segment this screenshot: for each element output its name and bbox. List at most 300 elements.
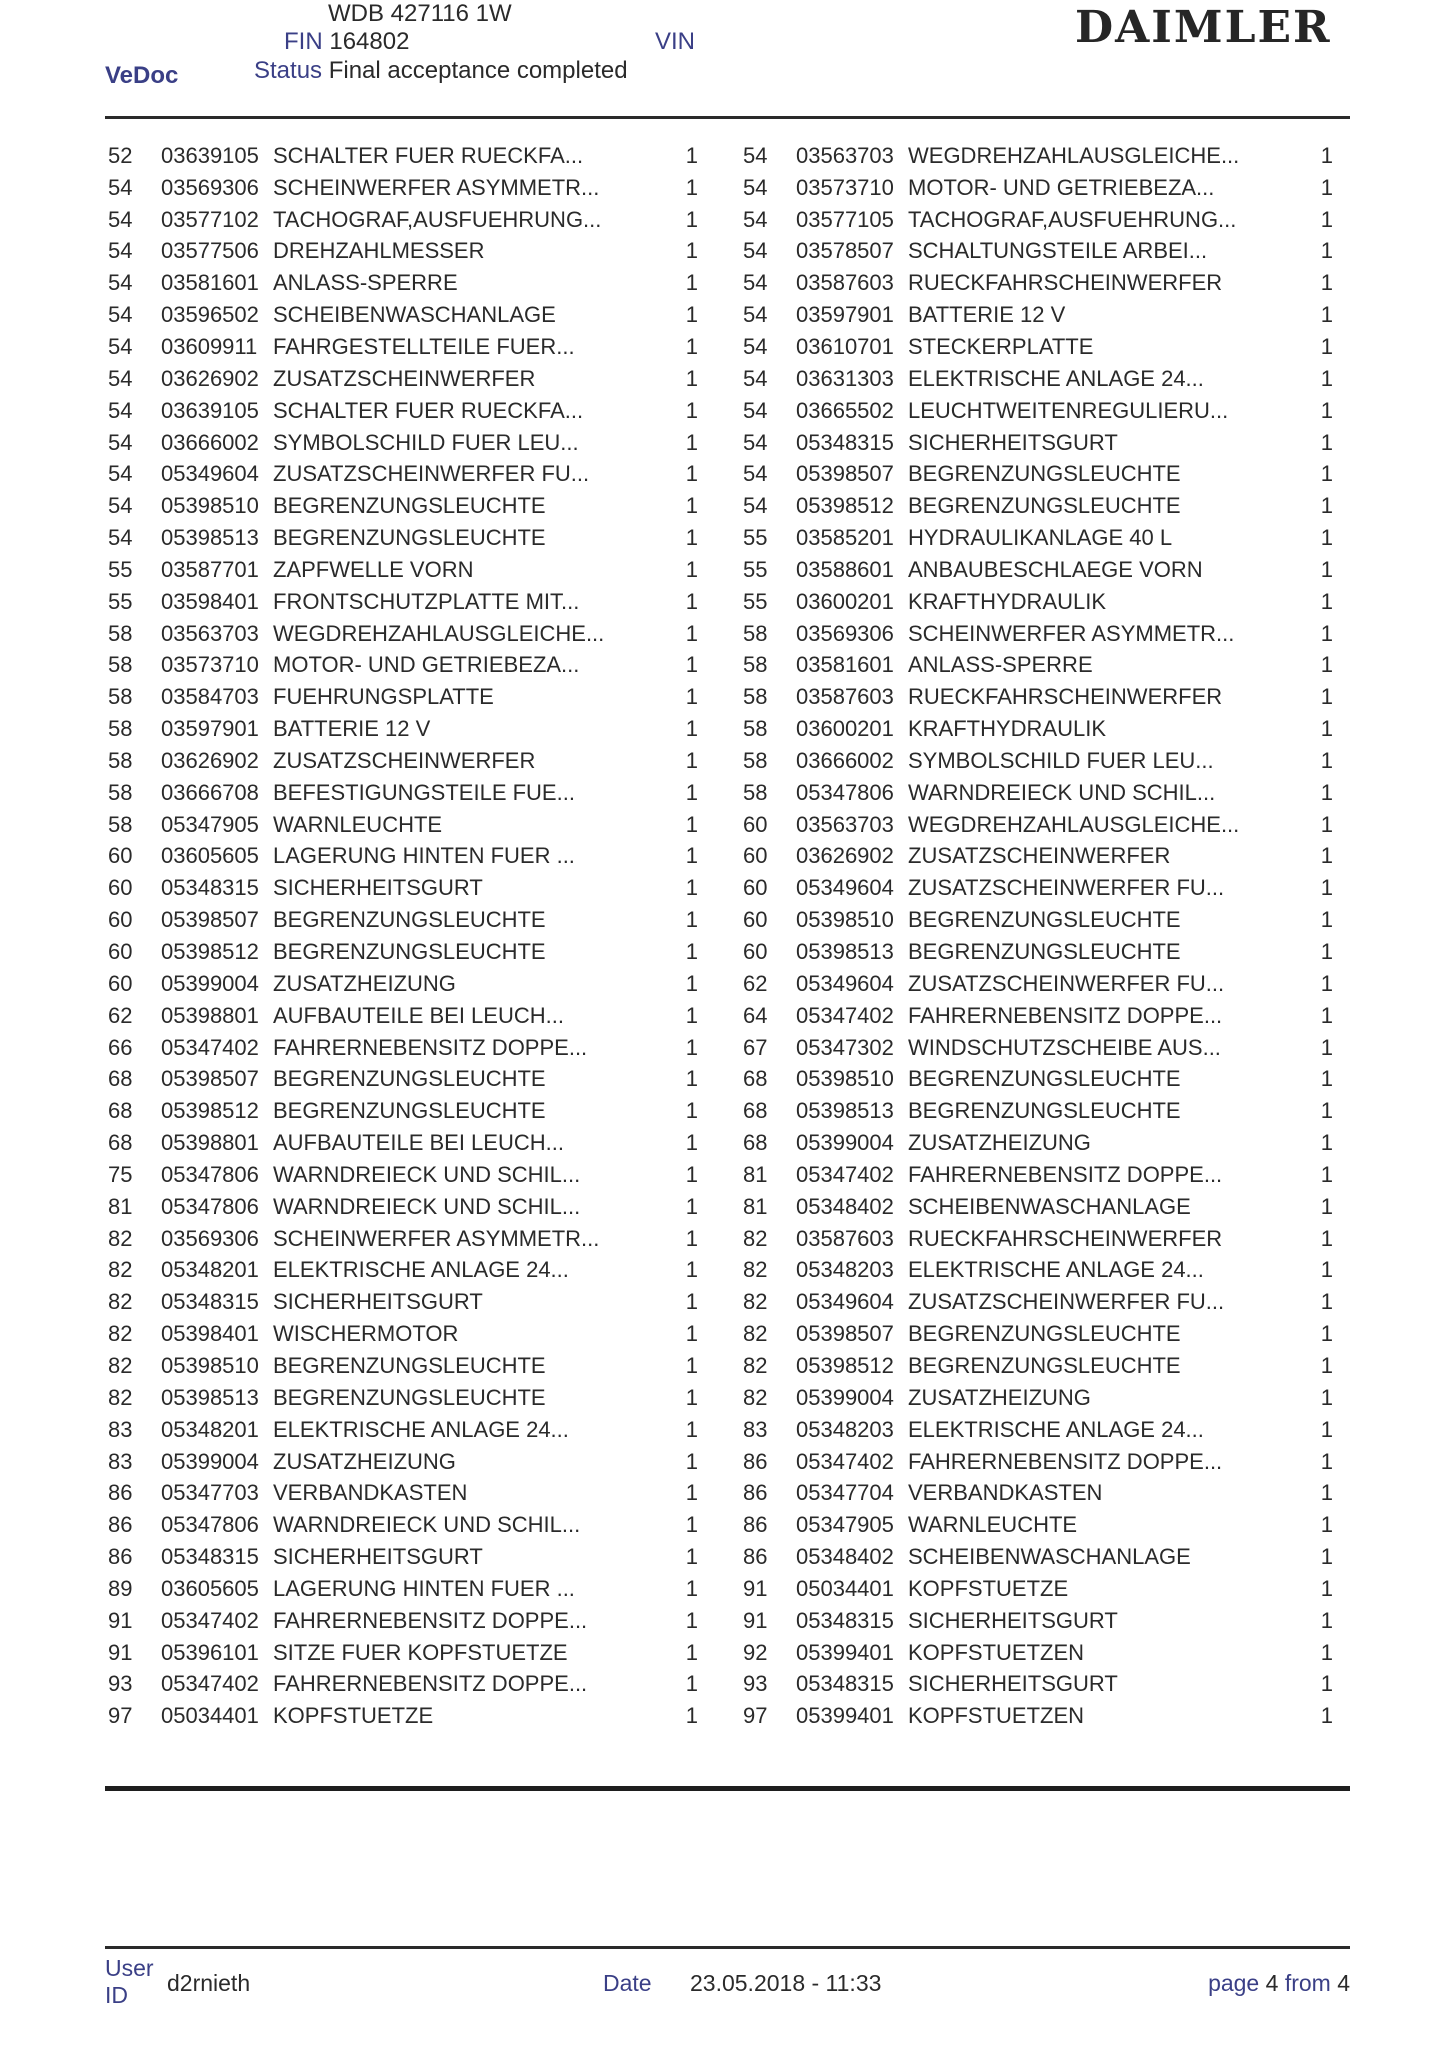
part-number: 05396101 xyxy=(161,1639,259,1665)
part-description: WEGDREHZAHLAUSGLEICHE... xyxy=(908,811,1240,837)
part-description: SCHALTUNGSTEILE ARBEI... xyxy=(908,238,1208,264)
position-number: 54 xyxy=(743,270,768,296)
part-description: SICHERHEITSGURT xyxy=(273,1544,483,1570)
quantity: 1 xyxy=(1320,1002,1333,1028)
quantity: 1 xyxy=(685,939,698,965)
position-number: 58 xyxy=(743,716,768,742)
position-number: 82 xyxy=(743,1321,768,1347)
quantity: 1 xyxy=(685,1321,698,1347)
part-number: 05348203 xyxy=(796,1257,894,1283)
part-description: ELEKTRISCHE ANLAGE 24... xyxy=(273,1416,569,1442)
quantity: 1 xyxy=(1320,1416,1333,1442)
part-row xyxy=(743,1318,1363,1350)
part-row xyxy=(743,904,1363,936)
position-number: 60 xyxy=(108,970,133,996)
part-number: 05398507 xyxy=(796,461,894,487)
position-number: 83 xyxy=(743,1416,768,1442)
quantity: 1 xyxy=(1320,1321,1333,1347)
part-row xyxy=(108,1350,728,1382)
part-number: 03585201 xyxy=(796,525,894,551)
part-description: BEGRENZUNGSLEUCHTE xyxy=(908,907,1181,933)
position-number: 86 xyxy=(108,1544,133,1570)
content-divider xyxy=(105,1786,1350,1791)
part-row xyxy=(743,427,1363,459)
header-divider xyxy=(105,116,1350,119)
position-number: 62 xyxy=(108,1002,133,1028)
part-row xyxy=(743,522,1363,554)
position-number: 75 xyxy=(108,1161,133,1187)
part-description: FAHRERNEBENSITZ DOPPE... xyxy=(273,1034,588,1060)
quantity: 1 xyxy=(1320,716,1333,742)
part-number: 05348402 xyxy=(796,1193,894,1219)
part-description: SCHEINWERFER ASYMMETR... xyxy=(273,1225,600,1251)
part-row xyxy=(108,1414,728,1446)
part-row xyxy=(743,1700,1363,1732)
quantity: 1 xyxy=(685,1703,698,1729)
part-number: 05398507 xyxy=(161,1066,259,1092)
part-row xyxy=(108,1509,728,1541)
part-description: KOPFSTUETZEN xyxy=(908,1703,1085,1729)
part-row xyxy=(108,140,728,172)
part-description: SICHERHEITSGURT xyxy=(273,875,483,901)
part-row xyxy=(108,204,728,236)
date-value: 23.05.2018 - 11:33 xyxy=(690,1970,882,1996)
position-number: 55 xyxy=(743,588,768,614)
part-row xyxy=(108,1382,728,1414)
position-number: 86 xyxy=(743,1512,768,1538)
position-number: 58 xyxy=(743,620,768,646)
part-number: 05399004 xyxy=(161,1448,259,1474)
quantity: 1 xyxy=(685,652,698,678)
part-number: 05398510 xyxy=(796,1066,894,1092)
part-description: BEGRENZUNGSLEUCHTE xyxy=(273,1352,546,1378)
part-description: MOTOR- UND GETRIEBEZA... xyxy=(908,174,1215,200)
position-number: 55 xyxy=(743,525,768,551)
quantity: 1 xyxy=(1320,620,1333,646)
part-number: 05349604 xyxy=(796,970,894,996)
part-row xyxy=(108,1063,728,1095)
part-row xyxy=(743,586,1363,618)
user-label-line2: ID xyxy=(105,1982,128,2008)
quantity: 1 xyxy=(685,907,698,933)
part-number: 03563703 xyxy=(796,142,894,168)
part-description: BEGRENZUNGSLEUCHTE xyxy=(908,493,1181,519)
part-row xyxy=(743,1446,1363,1478)
part-row xyxy=(743,490,1363,522)
part-description: ELEKTRISCHE ANLAGE 24... xyxy=(908,365,1204,391)
position-number: 54 xyxy=(108,206,133,232)
part-row xyxy=(108,968,728,1000)
part-row xyxy=(743,1223,1363,1255)
part-number: 05398513 xyxy=(161,1384,259,1410)
position-number: 55 xyxy=(108,556,133,582)
position-number: 92 xyxy=(743,1639,768,1665)
part-number: 03587603 xyxy=(796,1225,894,1251)
part-description: RUECKFAHRSCHEINWERFER xyxy=(908,270,1223,296)
part-number: 05399004 xyxy=(796,1130,894,1156)
part-description: WINDSCHUTZSCHEIBE AUS... xyxy=(908,1034,1221,1060)
quantity: 1 xyxy=(685,365,698,391)
part-description: SCHEIBENWASCHANLAGE xyxy=(908,1193,1191,1219)
part-row xyxy=(743,1350,1363,1382)
part-description: SCHEIBENWASCHANLAGE xyxy=(273,302,556,328)
part-description: ANBAUBESCHLAEGE VORN xyxy=(908,556,1203,582)
part-number: 03578507 xyxy=(796,238,894,264)
part-row xyxy=(743,777,1363,809)
position-number: 67 xyxy=(743,1034,768,1060)
quantity: 1 xyxy=(685,1193,698,1219)
quantity: 1 xyxy=(1320,1480,1333,1506)
quantity: 1 xyxy=(685,843,698,869)
user-id-label xyxy=(105,1955,154,2009)
vehicle-model: WDB 427116 1W xyxy=(328,0,512,27)
part-number: 03569306 xyxy=(796,620,894,646)
part-description: SICHERHEITSGURT xyxy=(908,1671,1118,1697)
part-description: WARNDREIECK UND SCHIL... xyxy=(273,1512,581,1538)
part-description: SCHALTER FUER RUECKFA... xyxy=(273,397,584,423)
part-description: SITZE FUER KOPFSTUETZE xyxy=(273,1639,568,1665)
position-number: 55 xyxy=(108,588,133,614)
position-number: 97 xyxy=(743,1703,768,1729)
position-number: 58 xyxy=(108,620,133,646)
part-row xyxy=(743,1573,1363,1605)
part-row xyxy=(743,363,1363,395)
part-description: BEGRENZUNGSLEUCHTE xyxy=(908,939,1181,965)
part-row xyxy=(743,681,1363,713)
part-row xyxy=(743,713,1363,745)
part-row xyxy=(108,1477,728,1509)
position-number: 82 xyxy=(743,1352,768,1378)
quantity: 1 xyxy=(1320,365,1333,391)
part-row xyxy=(108,1700,728,1732)
part-row xyxy=(743,809,1363,841)
part-description: FAHRGESTELLTEILE FUER... xyxy=(273,333,575,359)
part-number: 05349604 xyxy=(161,461,259,487)
part-number: 03577506 xyxy=(161,238,259,264)
part-description: ZUSATZHEIZUNG xyxy=(273,1448,456,1474)
quantity: 1 xyxy=(685,1671,698,1697)
quantity: 1 xyxy=(1320,1225,1333,1251)
part-number: 05348315 xyxy=(161,875,259,901)
part-description: WARNDREIECK UND SCHIL... xyxy=(273,1193,581,1219)
part-row xyxy=(108,395,728,427)
part-row xyxy=(108,681,728,713)
quantity: 1 xyxy=(1320,397,1333,423)
part-number: 05348315 xyxy=(796,1607,894,1633)
part-row xyxy=(108,586,728,618)
part-number: 03665502 xyxy=(796,397,894,423)
part-number: 03584703 xyxy=(161,684,259,710)
part-row xyxy=(108,809,728,841)
page-from-label: from xyxy=(1284,1970,1331,1996)
part-row xyxy=(743,204,1363,236)
part-row xyxy=(743,236,1363,268)
quantity: 1 xyxy=(1320,652,1333,678)
part-number: 03639105 xyxy=(161,397,259,423)
part-row xyxy=(108,841,728,873)
quantity: 1 xyxy=(1320,1098,1333,1124)
part-row xyxy=(108,1127,728,1159)
position-number: 86 xyxy=(743,1544,768,1570)
part-number: 05398510 xyxy=(796,907,894,933)
part-number: 05348402 xyxy=(796,1544,894,1570)
quantity: 1 xyxy=(685,397,698,423)
part-description: SCHEINWERFER ASYMMETR... xyxy=(273,174,600,200)
part-number: 05347402 xyxy=(796,1002,894,1028)
app-name: VeDoc xyxy=(105,62,179,89)
part-number: 03577105 xyxy=(796,206,894,232)
quantity: 1 xyxy=(685,1575,698,1601)
quantity: 1 xyxy=(685,1607,698,1633)
position-number: 93 xyxy=(743,1671,768,1697)
quantity: 1 xyxy=(1320,1544,1333,1570)
position-number: 91 xyxy=(108,1607,133,1633)
quantity: 1 xyxy=(1320,1066,1333,1092)
part-number: 05348201 xyxy=(161,1416,259,1442)
user-label-line1: User xyxy=(105,1955,154,1981)
part-row xyxy=(108,1446,728,1478)
part-number: 05398801 xyxy=(161,1002,259,1028)
part-row xyxy=(108,1605,728,1637)
quantity: 1 xyxy=(685,493,698,519)
position-number: 60 xyxy=(108,939,133,965)
position-number: 86 xyxy=(743,1480,768,1506)
part-row xyxy=(743,172,1363,204)
page-current: 4 xyxy=(1265,1970,1279,1996)
part-row xyxy=(743,458,1363,490)
part-description: BEGRENZUNGSLEUCHTE xyxy=(273,1098,546,1124)
part-row xyxy=(108,1637,728,1669)
position-number: 68 xyxy=(108,1098,133,1124)
position-number: 54 xyxy=(743,429,768,455)
part-description: ZAPFWELLE VORN xyxy=(273,556,474,582)
part-number: 03631303 xyxy=(796,365,894,391)
part-row xyxy=(743,1095,1363,1127)
part-description: BEGRENZUNGSLEUCHTE xyxy=(273,1066,546,1092)
part-description: FAHRERNEBENSITZ DOPPE... xyxy=(273,1671,588,1697)
part-description: BEGRENZUNGSLEUCHTE xyxy=(273,939,546,965)
part-number: 05347402 xyxy=(161,1607,259,1633)
part-number: 05398513 xyxy=(796,1098,894,1124)
part-number: 03563703 xyxy=(161,620,259,646)
position-number: 86 xyxy=(743,1448,768,1474)
part-number: 05347704 xyxy=(796,1480,894,1506)
part-description: FAHRERNEBENSITZ DOPPE... xyxy=(908,1161,1223,1187)
part-description: LAGERUNG HINTEN FUER ... xyxy=(273,1575,575,1601)
part-number: 03626902 xyxy=(161,365,259,391)
position-number: 91 xyxy=(743,1607,768,1633)
part-row xyxy=(743,968,1363,1000)
status-value: Final acceptance completed xyxy=(328,57,628,84)
quantity: 1 xyxy=(685,461,698,487)
part-row xyxy=(108,267,728,299)
part-description: ZUSATZSCHEINWERFER xyxy=(273,365,536,391)
quantity: 1 xyxy=(685,1639,698,1665)
quantity: 1 xyxy=(685,1257,698,1283)
quantity: 1 xyxy=(1320,206,1333,232)
part-number: 05034401 xyxy=(796,1575,894,1601)
parts-list-left xyxy=(108,140,728,1732)
part-number: 05034401 xyxy=(161,1703,259,1729)
part-number: 03563703 xyxy=(796,811,894,837)
part-description: ZUSATZSCHEINWERFER xyxy=(273,747,536,773)
part-description: VERBANDKASTEN xyxy=(273,1480,468,1506)
part-description: LAGERUNG HINTEN FUER ... xyxy=(273,843,575,869)
quantity: 1 xyxy=(685,1225,698,1251)
position-number: 82 xyxy=(108,1225,133,1251)
quantity: 1 xyxy=(685,1384,698,1410)
quantity: 1 xyxy=(685,525,698,551)
part-row xyxy=(743,1669,1363,1701)
part-description: SCHEINWERFER ASYMMETR... xyxy=(908,620,1235,646)
part-row xyxy=(743,267,1363,299)
position-number: 60 xyxy=(743,907,768,933)
part-number: 05348203 xyxy=(796,1416,894,1442)
part-description: SCHALTER FUER RUECKFA... xyxy=(273,142,584,168)
quantity: 1 xyxy=(1320,1161,1333,1187)
status-label: Status xyxy=(254,57,323,84)
quantity: 1 xyxy=(1320,779,1333,805)
part-description: AUFBAUTEILE BEI LEUCH... xyxy=(273,1130,564,1156)
part-number: 03597901 xyxy=(161,716,259,742)
part-row xyxy=(108,650,728,682)
position-number: 54 xyxy=(108,493,133,519)
quantity: 1 xyxy=(1320,493,1333,519)
position-number: 82 xyxy=(743,1257,768,1283)
quantity: 1 xyxy=(685,1352,698,1378)
quantity: 1 xyxy=(1320,142,1333,168)
part-description: KOPFSTUETZE xyxy=(273,1703,434,1729)
part-row xyxy=(743,650,1363,682)
part-row xyxy=(108,713,728,745)
part-number: 05348201 xyxy=(161,1257,259,1283)
quantity: 1 xyxy=(1320,875,1333,901)
part-number: 03666708 xyxy=(161,779,259,805)
quantity: 1 xyxy=(1320,1130,1333,1156)
quantity: 1 xyxy=(685,142,698,168)
part-number: 05347402 xyxy=(796,1448,894,1474)
part-row xyxy=(108,331,728,363)
quantity: 1 xyxy=(1320,1639,1333,1665)
part-number: 05347302 xyxy=(796,1034,894,1060)
position-number: 54 xyxy=(108,174,133,200)
part-row xyxy=(743,140,1363,172)
position-number: 54 xyxy=(108,270,133,296)
part-description: BATTERIE 12 V xyxy=(273,716,431,742)
part-description: ELEKTRISCHE ANLAGE 24... xyxy=(908,1416,1204,1442)
part-description: ZUSATZHEIZUNG xyxy=(273,970,456,996)
quantity: 1 xyxy=(685,1544,698,1570)
part-row xyxy=(108,458,728,490)
part-number: 03573710 xyxy=(796,174,894,200)
part-row xyxy=(108,745,728,777)
part-number: 05398801 xyxy=(161,1130,259,1156)
part-row xyxy=(108,1541,728,1573)
part-number: 05398401 xyxy=(161,1321,259,1347)
part-description: RUECKFAHRSCHEINWERFER xyxy=(908,1225,1223,1251)
part-description: SYMBOLSCHILD FUER LEU... xyxy=(908,747,1214,773)
quantity: 1 xyxy=(685,270,698,296)
part-description: ELEKTRISCHE ANLAGE 24... xyxy=(273,1257,569,1283)
position-number: 68 xyxy=(743,1098,768,1124)
quantity: 1 xyxy=(685,1448,698,1474)
fin-field xyxy=(284,28,409,56)
position-number: 60 xyxy=(108,875,133,901)
part-row xyxy=(743,841,1363,873)
part-number: 05349604 xyxy=(796,875,894,901)
part-number: 03626902 xyxy=(161,747,259,773)
position-number: 60 xyxy=(108,843,133,869)
quantity: 1 xyxy=(1320,302,1333,328)
part-row xyxy=(743,1159,1363,1191)
position-number: 52 xyxy=(108,142,133,168)
part-description: ZUSATZHEIZUNG xyxy=(908,1130,1091,1156)
part-row xyxy=(743,1541,1363,1573)
part-number: 05399401 xyxy=(796,1639,894,1665)
part-row xyxy=(743,618,1363,650)
quantity: 1 xyxy=(1320,747,1333,773)
part-number: 05398510 xyxy=(161,1352,259,1378)
part-row xyxy=(743,1191,1363,1223)
document-header xyxy=(0,0,1447,125)
part-description: BEGRENZUNGSLEUCHTE xyxy=(273,493,546,519)
part-description: WARNDREIECK UND SCHIL... xyxy=(273,1161,581,1187)
part-description: SYMBOLSCHILD FUER LEU... xyxy=(273,429,579,455)
part-description: DREHZAHLMESSER xyxy=(273,238,485,264)
part-row xyxy=(743,1637,1363,1669)
quantity: 1 xyxy=(1320,907,1333,933)
position-number: 60 xyxy=(743,811,768,837)
position-number: 58 xyxy=(743,779,768,805)
position-number: 64 xyxy=(743,1002,768,1028)
part-number: 05398507 xyxy=(161,907,259,933)
position-number: 54 xyxy=(743,333,768,359)
part-description: KRAFTHYDRAULIK xyxy=(908,716,1107,742)
quantity: 1 xyxy=(685,588,698,614)
position-number: 62 xyxy=(743,970,768,996)
part-number: 05347402 xyxy=(161,1671,259,1697)
part-row xyxy=(108,777,728,809)
position-number: 54 xyxy=(743,206,768,232)
part-number: 03626902 xyxy=(796,843,894,869)
position-number: 58 xyxy=(743,652,768,678)
quantity: 1 xyxy=(685,302,698,328)
position-number: 68 xyxy=(108,1130,133,1156)
quantity: 1 xyxy=(1320,1257,1333,1283)
quantity: 1 xyxy=(685,1161,698,1187)
part-number: 05347703 xyxy=(161,1480,259,1506)
fin-value: 164802 xyxy=(329,28,410,55)
position-number: 81 xyxy=(108,1193,133,1219)
quantity: 1 xyxy=(685,1480,698,1506)
position-number: 82 xyxy=(743,1384,768,1410)
part-number: 05398513 xyxy=(796,939,894,965)
part-number: 05348315 xyxy=(161,1544,259,1570)
position-number: 54 xyxy=(743,142,768,168)
quantity: 1 xyxy=(685,1066,698,1092)
part-description: BEGRENZUNGSLEUCHTE xyxy=(273,1384,546,1410)
part-number: 05347806 xyxy=(161,1193,259,1219)
part-description: SICHERHEITSGURT xyxy=(908,1607,1118,1633)
part-description: FAHRERNEBENSITZ DOPPE... xyxy=(273,1607,588,1633)
position-number: 91 xyxy=(743,1575,768,1601)
position-number: 82 xyxy=(108,1289,133,1315)
part-number: 05347806 xyxy=(161,1161,259,1187)
part-description: FUEHRUNGSPLATTE xyxy=(273,684,494,710)
page-indicator xyxy=(1208,1970,1350,1997)
part-row xyxy=(108,618,728,650)
part-description: LEUCHTWEITENREGULIERU... xyxy=(908,397,1229,423)
